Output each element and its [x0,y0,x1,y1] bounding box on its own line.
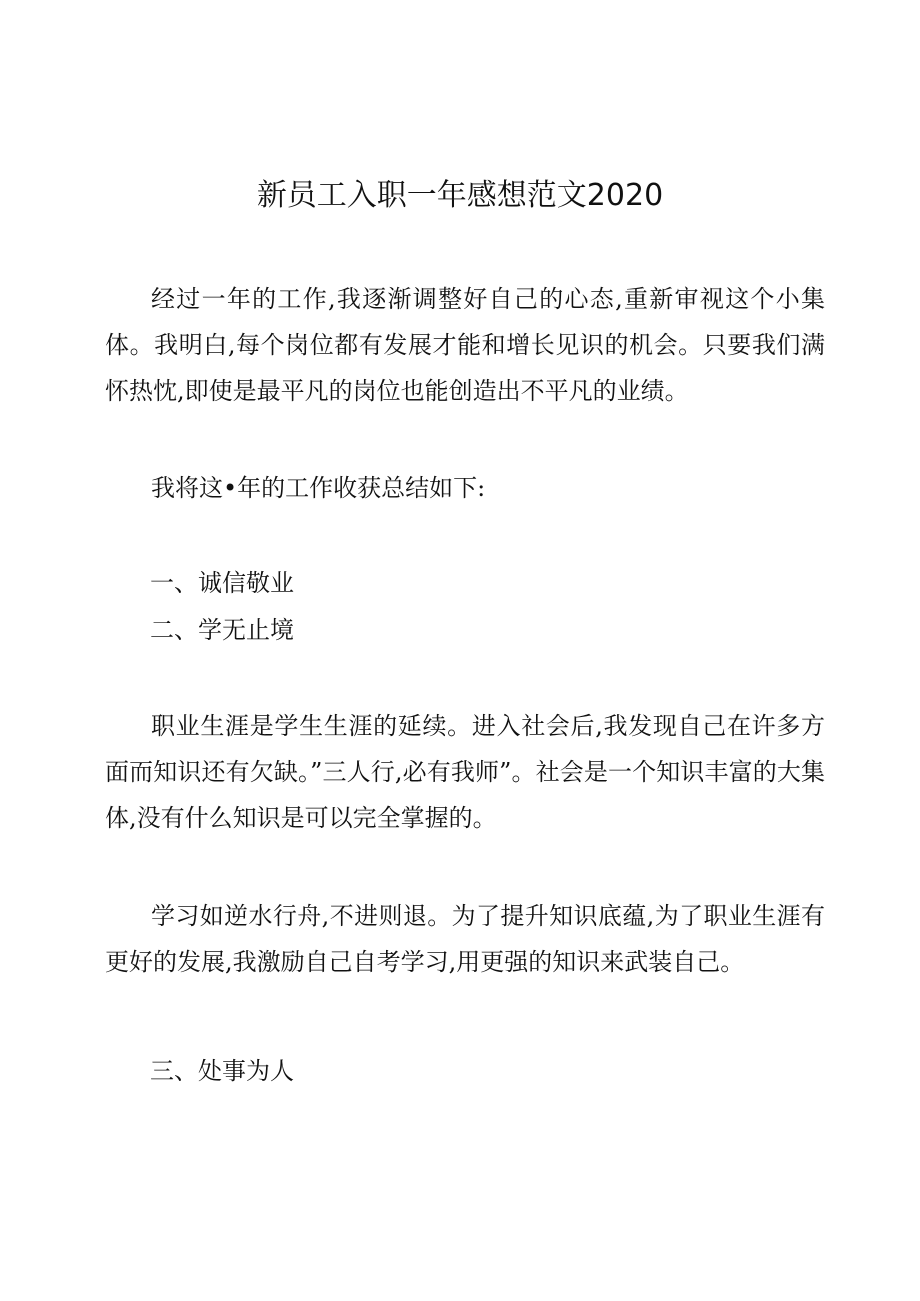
paragraph-summary-lead: 我将这•年的工作收获总结如下: [151,474,486,502]
section-heading-learning: 二、学无止境 [150,616,294,644]
paragraph-learning-1: 职业生涯是学生生涯的延续。进入社会后,我发现自己在许多方面而知识还有欠缺。”三人行,必有我师”。社会是一个知识丰富的大集体,没有什么知识是可以完全掌握的。 [105,712,825,832]
paragraph-intro: 经过一年的工作,我逐渐调整好自己的心态,重新审视这个小集体。我明白,每个岗位都有发展才能和增长见识的机会。只要我们满怀热忱,即使是最平凡的岗位也能创造出不平凡的业绩。 [105,285,825,405]
paragraph-learning-2: 学习如逆水行舟,不进则退。为了提升知识底蕴,为了职业生涯有更好的发展,我激励自己自考学习,用更强的知识来武装自己。 [105,902,825,976]
document-title: 新员工入职一年感想范文2020 [256,178,664,213]
section-heading-conduct: 三、处事为人 [150,1057,294,1085]
section-heading-integrity: 一、诚信敬业 [150,569,294,597]
